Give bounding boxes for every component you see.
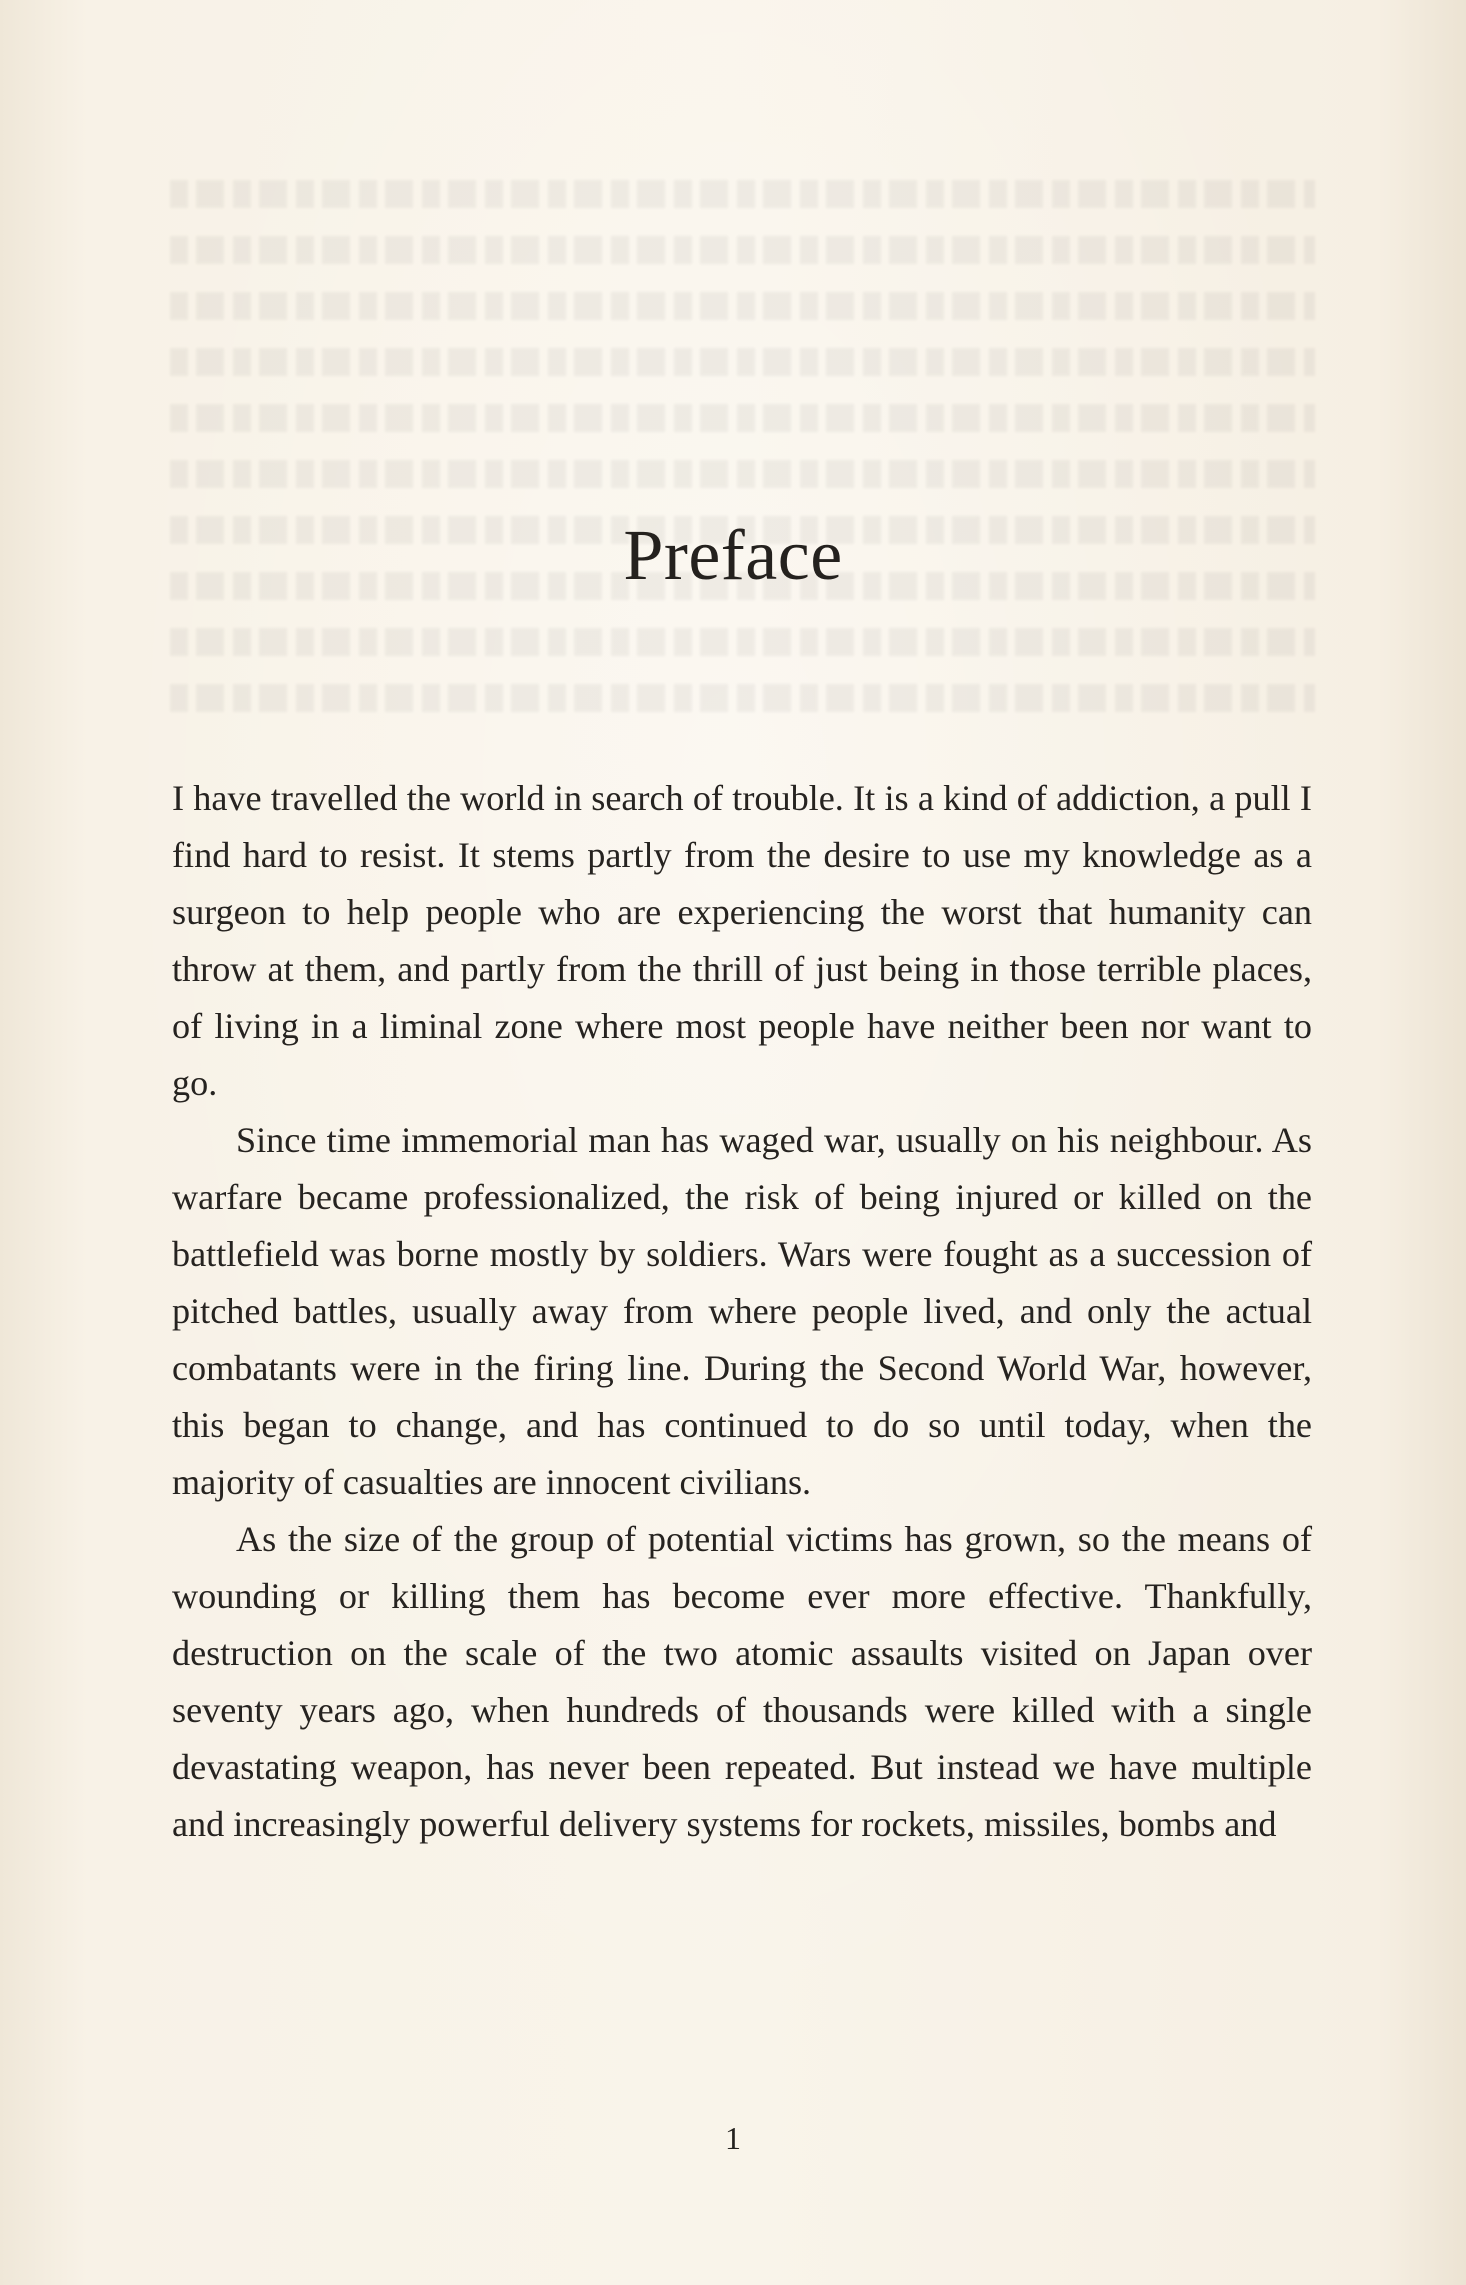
- paragraph-1: I have travelled the world in search of trouble. It is a kind of addiction, a pull I find hard to resist. It stems partly from the desire to use my knowledge as a surgeon to help people who are experiencing the worst that humanity can throw at them, and partly from the thrill of just being in those terrible places, of living in a liminal zone where most people have neither been nor want to go.: [172, 778, 1312, 1103]
- show-through-text: [170, 180, 1315, 780]
- paragraph-2: Since time immemorial man has waged war, usually on his neighbour. As warfare became professionalized, the risk of being injured or killed on the battlefield was borne mostly by soldiers. Wars were fought as a succession of pitched battles, usually away from where people lived, and only the actual combatants were in the firing line. During the Second World War, however, this began to change, and has continued to do so until today, when the majority of casualties are innocent civilians.: [172, 1120, 1312, 1502]
- paragraph-3: As the size of the group of potential victims has grown, so the means of wounding or killing them has become ever more effective. Thankfully, destruction on the scale of the two atomic assaults visited on Japan over seventy years ago, when hundreds of thousands were killed with a single devastating weapon, has never been repeated. But instead we have multiple and increasingly powerful delivery systems for rockets, missiles, bombs and: [172, 1519, 1312, 1844]
- chapter-title: Preface: [623, 515, 843, 595]
- preface-body: [172, 770, 1312, 1853]
- page-number: 1: [725, 2120, 741, 2156]
